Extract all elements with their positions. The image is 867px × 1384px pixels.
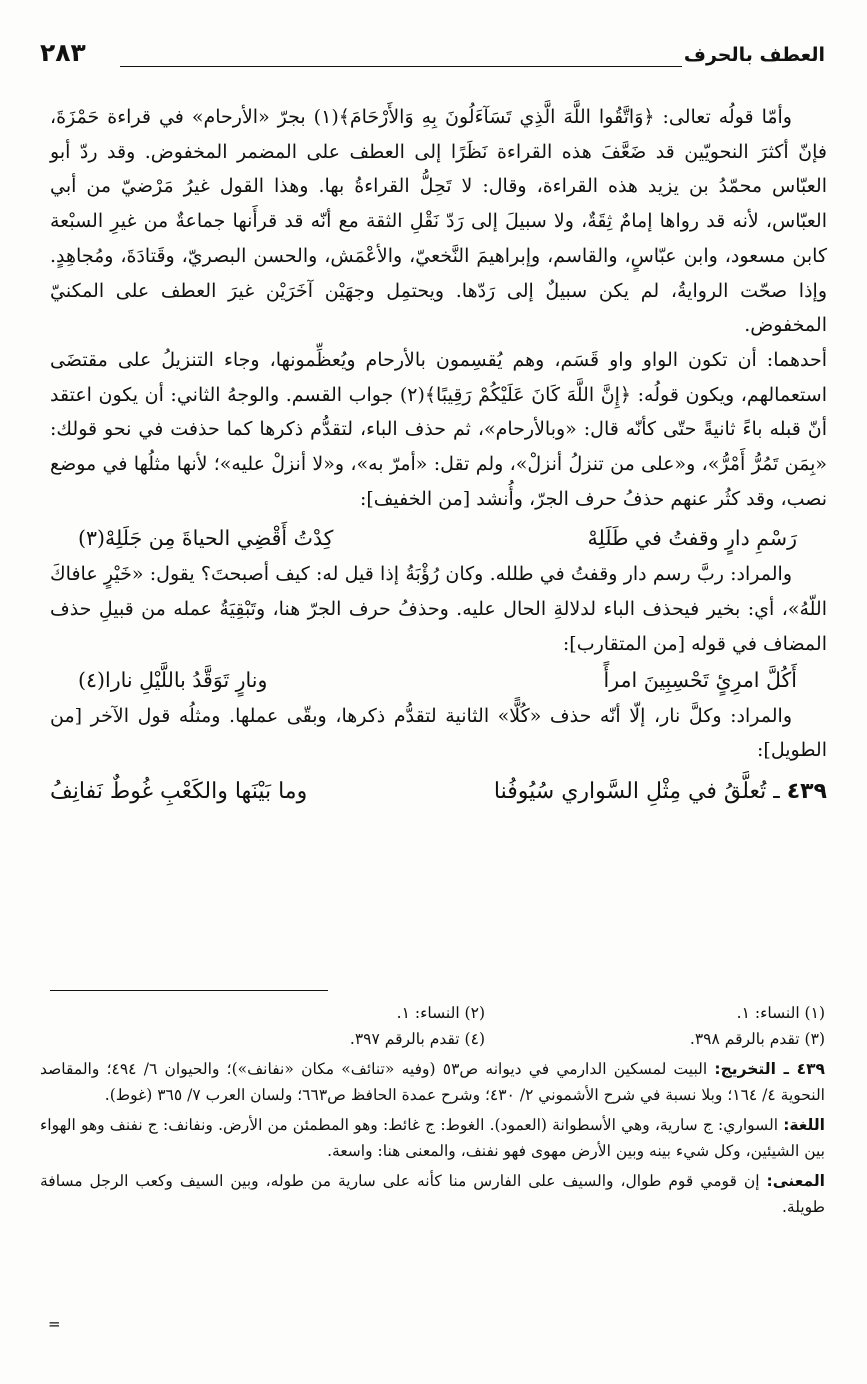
lugha-note <box>40 1112 825 1164</box>
maana-text: إن قومي قوم طوال، والسيف على الفارس منا كأنه على سارية من طوله، وبين السيف وكعب الرجل مسافة طويلة. <box>40 1172 825 1216</box>
footnote-4: (٤) تقدم بالرقم ٣٩٧. <box>349 1030 485 1048</box>
verse-1-first-hemistich: رَسْمِ دارٍ وقفتُ في طَلَلِهْ <box>587 526 797 551</box>
lugha-text: السواري: ج سارية، وهي الأسطوانة (العمود). الغوط: ج غائط: وهو المطمئن من الأرض. ونفانف: ج نفنف وهو الهواء بين الشيئين، وكل شيء بينه وبين الأرض مهوى فهو نفنف، والمعنى هنا: واسعة. <box>40 1116 825 1160</box>
footnote-1: (١) النساء: ١. <box>736 1004 825 1022</box>
page-number: ٢٨٣ <box>40 38 86 67</box>
verse-1 <box>50 520 827 557</box>
verse-439-first-text: تُعلَّقُ في مِثْلِ السَّواري سُيُوفُنا <box>493 778 767 804</box>
paragraph-4: والمراد: وكلَّ نار، إلّا أنّه حذف «كُلًّا» الثانية لتقدُّم ذكرها، وبقّى عملها. ومثلُه قول الآخر [من الطويل]: <box>50 704 827 762</box>
paragraph-3: والمراد: ربَّ رسم دار وقفتُ في طلله. وكان رُؤْبَةُ إذا قيل له: كيف أصبحتَ؟ يقول: «خَيْرٍ عافاكَ اللّهُ»، أي: بخير فيحذف الباء لدلالةِ الحال عليه. وحذفُ حرف الجرّ هنا، وتَبْقِيَةُ عمله من قبيلِ حذف المضاف في قوله [من المتقارب]: <box>50 563 827 655</box>
running-title: العطف بالحرف <box>683 44 825 66</box>
footnote-2: (٢) النساء: ١. <box>396 1004 485 1022</box>
verse-2-second-hemistich: ونارٍ تَوَقَّدُ باللَّيْلِ نارا(٤) <box>78 667 268 692</box>
verse-2 <box>50 662 827 699</box>
footnote-3: (٣) تقدم بالرقم ٣٩٨. <box>689 1030 825 1048</box>
main-text <box>50 100 827 812</box>
verse-439 <box>50 772 827 812</box>
paragraph-2: أحدهما: أن تكون الواو واو قَسَم، وهم يُقسِمون بالأرحام ويُعظِّمونها، وجاء التنزيلُ على مقتضَى استعمالهم، ويكون قولُه: ﴿إِنَّ اللَّهَ كَانَ عَلَيْكُمْ رَقِيبًا﴾(٢) جواب القسم. والوجهُ الثاني: أن يكون اعتقد أنّ قبله باءً ثانيةً حتّى كأنّه قال: «وبالأرحام»، ثم حذف الباء، لتقدُّم ذكرها كما حذفت في نحو قولك: «بِمَن تَمُرُّ أَمْرُّ»، و«على من تنزلُ أنزلْ»، ولم تقل: «أمرّ به»، و«لا أنزلْ عليه»؛ لأنها مثلُها في موضع نصب، وقد كثُر عنهم حذفُ حرف الجرّ، وأُنشد [من الخفيف]: <box>50 348 827 510</box>
maana-label: المعنى: <box>766 1172 825 1190</box>
verse-439-second-hemistich: وما بَيْنَها والكَعْبِ غُوطٌ نَفانِفُ <box>50 778 308 804</box>
verse-2-first-hemistich: أَكُلَّ امرِئٍ تَحْسِبِينَ امرأً <box>603 667 797 692</box>
takhrij-text: البيت لمسكين الدارمي في ديوانه ص٥٣ (وفيه «تنائف» مكان «نفانف»)؛ والحيوان ٦/ ٤٩٤؛ والمقاصد النحوية ٤/ ١٦٤؛ وبلا نسبة في شرح الأشموني ٢/ ٤٣٠؛ وشرح عمدة الحافظ ص٦٦٣؛ ولسان العرب ٧/ ٣٦٥ (غوط). <box>40 1060 825 1104</box>
verse-number: ٤٣٩ <box>786 778 827 804</box>
takhrij-label: ٤٣٩ ـ التخريج: <box>714 1060 825 1078</box>
lugha-label: اللغة: <box>783 1116 825 1134</box>
footnote-row-1 <box>40 1000 825 1026</box>
maana-note <box>40 1168 825 1220</box>
header-rule <box>120 66 682 67</box>
verse-439-first-hemistich: ٤٣٩ ـ تُعلَّقُ في مِثْلِ السَّواري سُيُوفُنا <box>493 778 827 804</box>
footnote-row-2 <box>40 1026 825 1052</box>
footnotes <box>40 1000 825 1220</box>
continuation-mark: = <box>48 1315 61 1333</box>
takhrij-note <box>40 1056 825 1108</box>
verse-1-second-hemistich: كِدْتُ أَقْضِي الحياةَ مِن جَلَلِهْ(٣) <box>78 526 334 551</box>
footnote-separator <box>50 990 328 991</box>
paragraph-1: وأمّا قولُه تعالى: ﴿وَاتَّقُوا اللَّهَ الَّذِي تَسَآءَلُونَ بِهِ وَالأَرْحَامَ﴾(١) بجرّ «الأرحام» في قراءة حَمْزَةَ، فإنّ أكثرَ النحويّين قد ضَعَّفَ هذه القراءة نَظَرًا إلى العطف على المضمر المخفوض. وقد ردّ أبو العبّاس محمّدُ بن يزيد هذه القراءة، وقال: لا تَحِلُّ القراءةُ بها. وهذا القول غيرُ مَرْضيّ من أبي العبّاس، لأنه قد رواها إمامٌ ثِقَةٌ، ولا سبيلَ إلى رَدّ نَقْلِ الثقة مع أنّه قد قرأَنها جماعةٌ من غيرِ السبْعة كابن مسعود، وابن عبّاسٍ، والقاسم، وإبراهيمَ النَّخعيّ، والأعْمَش، والحسن البصريّ، وقَتادَةَ، ومُجاهِدٍ. وإذا صحّت الروايةُ، لم يكن سبيلٌ إلى رَدّها. ويحتمِل وجهَيْن آخَرَيْن غيرَ العطف على المكنيّ المخفوض. <box>50 106 827 337</box>
